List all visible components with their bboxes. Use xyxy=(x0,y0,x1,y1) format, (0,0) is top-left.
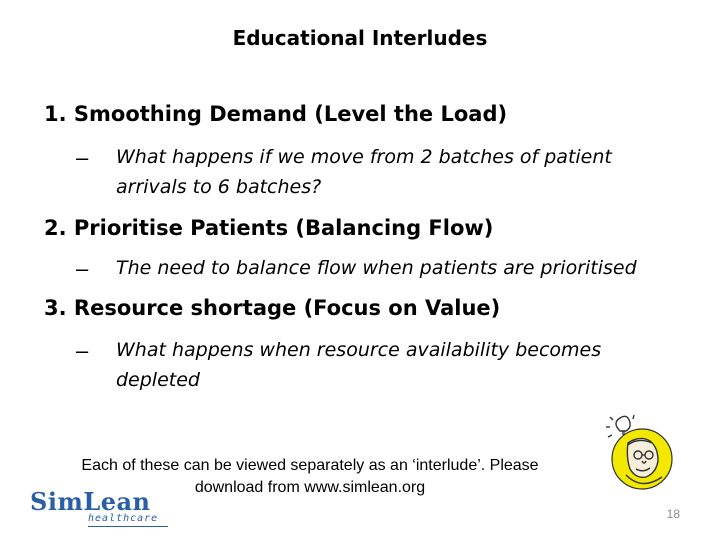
section-1-dash: – xyxy=(76,145,89,170)
section-3-dash: – xyxy=(76,338,89,363)
idea-lightbulb-icon xyxy=(592,413,682,493)
section-1-text xyxy=(116,142,612,202)
logo-tagline: healthcare xyxy=(88,513,159,524)
simlean-logo xyxy=(30,487,159,530)
logo-tagline-row xyxy=(30,513,159,530)
note-line-1: Each of these can be viewed separately as an ‘interlude’. Please xyxy=(81,457,539,474)
section-1-heading: 1. Smoothing Demand (Level the Load) xyxy=(44,102,508,126)
section-3-text xyxy=(116,335,601,395)
logo-underline xyxy=(88,526,168,527)
section-2-dash: – xyxy=(76,256,89,281)
section-3-line-1: What happens when resource availability becomes xyxy=(116,339,602,361)
section-2-line-1: The need to balance flow when patients are prioritised xyxy=(116,257,637,279)
section-1-line-2: arrivals to 6 batches? xyxy=(116,176,322,198)
section-3-line-2: depleted xyxy=(116,369,200,391)
section-1-line-1: What happens if we move from 2 batches of patient xyxy=(116,146,612,168)
logo-wordmark: SimLean xyxy=(30,487,151,516)
section-2-heading: 2. Prioritise Patients (Balancing Flow) xyxy=(44,216,494,240)
slide-title: Educational Interludes xyxy=(232,26,488,50)
note-line-2: download from www.simlean.org xyxy=(194,479,426,496)
section-3-heading: 3. Resource shortage (Focus on Value) xyxy=(44,296,501,320)
section-2-text xyxy=(116,253,637,283)
page-number: 18 xyxy=(666,507,680,521)
